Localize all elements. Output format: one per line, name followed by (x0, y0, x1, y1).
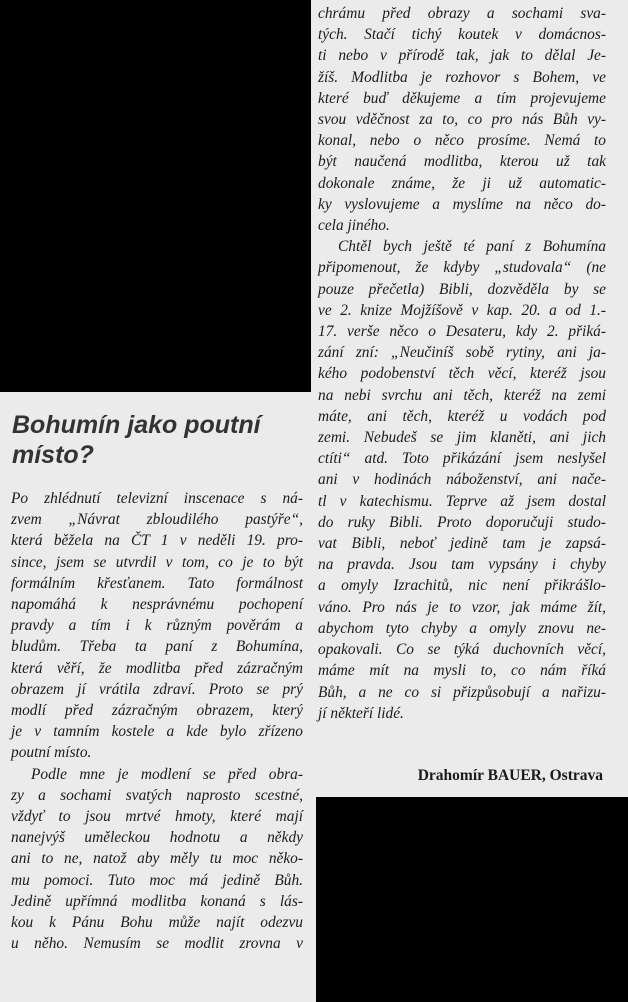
text-line: pouze přečetla) Bibli, dozvěděla by se (318, 280, 606, 298)
text-line: je v tamním kostele a kde bylo zřízeno (11, 723, 303, 741)
text-line: Podle mne je modlení se před obra- (31, 765, 303, 783)
text-line: poutní místo. (11, 744, 92, 762)
text-line: obrazem jí vrátila zdraví. Proto se prý (11, 680, 303, 698)
text-line: máme mít na mysli to, co nám říká (318, 662, 606, 680)
text-line: abychom tyto chyby a omyly znovu ne- (318, 619, 606, 637)
text-line: váno. Pro nás je to vzor, jak máme žít, (318, 598, 606, 616)
text-line: být naučená modlitba, kterou už tak (318, 153, 606, 171)
text-line: ve 2. knize Mojžíšově v kap. 20. a od 1.- (318, 301, 606, 319)
text-line: na pravda. Jsou tam vypsány i chyby (318, 556, 606, 574)
text-line: formálním křesťanem. Tato formálnost (11, 574, 303, 592)
text-line: 17. verše něco o Desateru, kdy 2. přiká- (318, 323, 606, 341)
text-line: Po zhlédnutí televizní inscenace s ná- (11, 490, 303, 507)
text-line: nanejvýš uměleckou hodnotu a někdy (11, 829, 303, 847)
text-line: Chtěl bych ještě té paní z Bohumína (338, 238, 606, 256)
text-line: Jedině upřímná modlitba konaná s lás- (11, 892, 303, 910)
text-line: která běžela na ČT 1 v neděli 19. pro- (11, 532, 303, 550)
text-line: ani v hodinách náboženství, ani nače- (318, 471, 606, 489)
text-line: ctíti“ atd. Toto přikázání jsem neslyšel (318, 450, 606, 468)
text-line: modlí před zázračným obrazem, který (11, 702, 303, 720)
text-line: ky vyslovujeme a myslíme na něco do- (318, 195, 606, 213)
article-headline (12, 410, 302, 470)
text-line: konal, nebo o něco prosíme. Nemá to (318, 132, 606, 150)
text-line: ani to ne, natož aby měly tu moc něko- (11, 850, 303, 868)
text-line: kou k Pánu Bohu může najít odezvu (11, 914, 303, 932)
article-left-column (11, 488, 303, 954)
text-line: opakovali. Co se týká duchovních věcí, (318, 641, 606, 659)
text-line: vat Bibli, neboť jedině tam je zapsá- (318, 535, 606, 553)
text-line: tých. Stačí tichý koutek v domácnos- (318, 26, 606, 44)
text-line: svou vděčnost za to, co pro nás Bůh vy- (318, 111, 606, 129)
text-line: Bůh, a ne co si přizpůsobují a nařizu- (318, 683, 606, 701)
text-line: zvem „Návrat zbloudilého pastýře“, (11, 511, 303, 529)
text-line: bludům. Třeba ta paní z Bohumína, (11, 638, 303, 656)
text-line: kého podobenství těch věcí, kteréž jsou (318, 365, 606, 383)
text-line: jí někteří lidé. (318, 704, 404, 722)
text-line: since, jsem se utvrdil v tom, co je to být (11, 553, 303, 571)
text-line: žíš. Modlitba je rozhovor s Bohem, ve (318, 68, 606, 86)
text-line: cela jiného. (318, 217, 390, 235)
text-line: napomáhá k nesprávnému pochopení (11, 596, 303, 614)
text-line: do ruky Bibli. Proto doporučuji studo- (318, 513, 606, 531)
text-line: připomenout, že kdyby „studovala“ (ne (318, 259, 606, 277)
text-line: zy a sochami svatých naprosto scestné, (11, 786, 303, 804)
text-line: vždyť to jsou mrtvé hmoty, které mají (11, 808, 303, 826)
text-line: zání zní: „Neučiníš sobě rytiny, ani ja- (318, 344, 606, 362)
text-line: u něho. Nemusím se modlit zrovna v (11, 935, 303, 953)
text-line: dokonale známe, že ji už automatic- (318, 174, 606, 192)
text-line: máte, ani těch, kteréž u vodách pod (318, 407, 606, 425)
text-line: ti nebo v přírodě tak, jak to dělal Je- (318, 47, 606, 65)
author-signature: Drahomír BAUER, Ostrava (417, 767, 603, 784)
text-line: která věří, že modlitba před zázračným (11, 659, 303, 677)
article-right-column (318, 3, 606, 724)
text-line: chrámu před obrazy a sochami sva- (318, 5, 606, 22)
text-line: mu pomoci. Tuto moc má jedině Bůh. (11, 871, 303, 889)
text-line: tl v katechismu. Teprve až jsem dostal (318, 492, 606, 510)
text-line: pravdy a tím i k různým pověrám a (11, 617, 303, 635)
text-line: zemi. Nebudeš se jim klaněti, ani jich (318, 429, 606, 447)
text-line: které buď děkujeme a tím projevujeme (318, 89, 606, 107)
text-line: a omyly Izrachitů, nic není přikrášlo- (318, 577, 606, 595)
headline-line-2: místo? (12, 441, 94, 469)
text-line: na nebi svrchu ani těch, kteréž na zemi (318, 386, 606, 404)
headline-line-1: Bohumín jako poutní (12, 411, 261, 439)
